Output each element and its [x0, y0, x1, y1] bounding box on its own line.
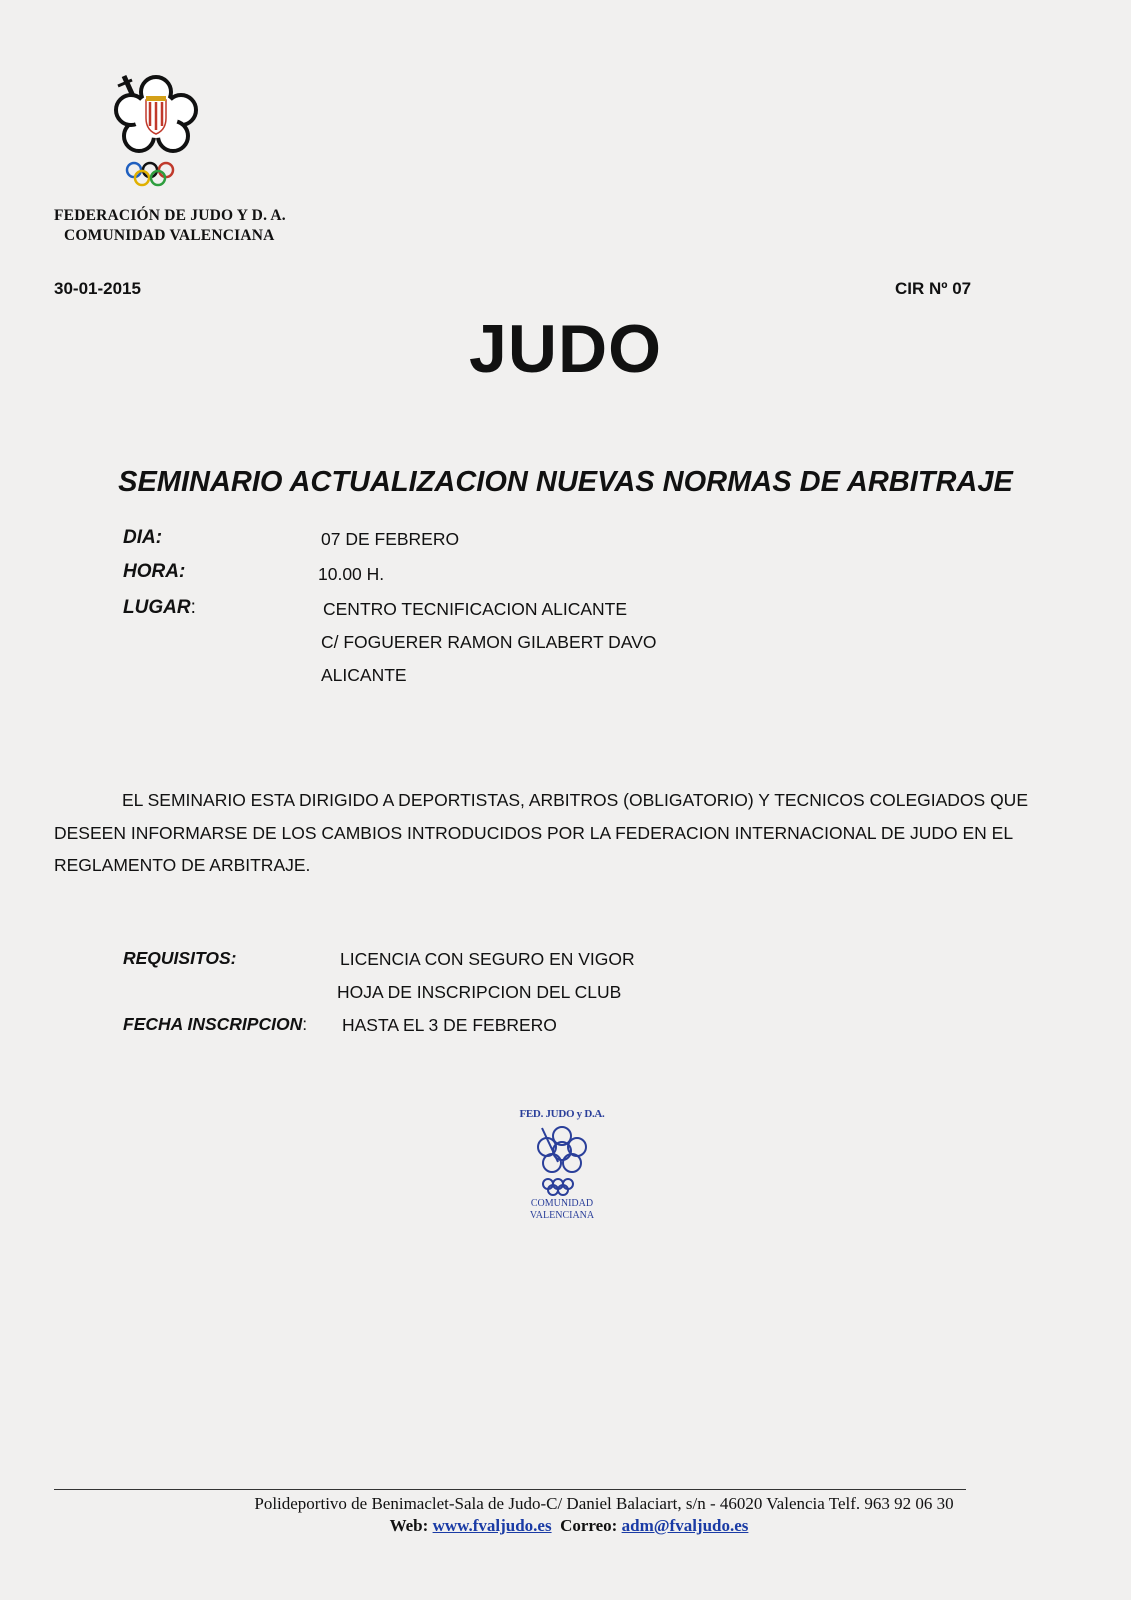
- footer-divider: [54, 1489, 966, 1490]
- circular-number: CIR Nº 07: [895, 279, 972, 298]
- stamp-emblem-icon: [532, 1122, 592, 1198]
- lugar-line-3: ALICANTE: [321, 665, 407, 685]
- hora-value: 10.00 H.: [318, 564, 385, 584]
- body-paragraph: [54, 784, 1084, 882]
- stamp-top-text: FED. JUDO y D.A.: [519, 1108, 605, 1120]
- document-date: 30-01-2015: [54, 279, 141, 298]
- lugar-label: [123, 597, 196, 619]
- mail-label: Correo:: [560, 1516, 618, 1535]
- org-line-1: FEDERACIÓN DE JUDO Y D. A.: [54, 207, 286, 224]
- requisitos-line-1: LICENCIA CON SEGURO EN VIGOR: [340, 949, 635, 969]
- footer-address: Polideportivo de Benimaclet-Sala de Judo-C/ Daniel Balaciart, s/n - 46020 Valencia Telf. 963 92 06 30: [254, 1494, 954, 1513]
- requisitos-line-2: HOJA DE INSCRIPCION DEL CLUB: [337, 982, 622, 1002]
- federation-stamp: [512, 1108, 612, 1228]
- fecha-inscripcion-value: HASTA EL 3 DE FEBRERO: [342, 1015, 557, 1035]
- hora-label: HORA:: [123, 561, 186, 582]
- stamp-bottom-line-1: COMUNIDAD: [530, 1198, 594, 1209]
- requisitos-label: REQUISITOS:: [123, 948, 237, 968]
- stamp-bottom-text: [512, 1198, 612, 1222]
- lugar-line-2: C/ FOGUERER RAMON GILABERT DAVO: [321, 632, 657, 652]
- fecha-colon: :: [302, 1014, 308, 1034]
- footer-contact: [54, 1516, 1074, 1536]
- org-line-2: COMUNIDAD VALENCIANA: [64, 227, 275, 244]
- page-title: JUDO: [469, 311, 662, 387]
- stamp-bottom-line-2: VALENCIANA: [529, 1210, 595, 1221]
- fecha-label-text: FECHA INSCRIPCION: [123, 1014, 303, 1034]
- dia-value: 07 DE FEBRERO: [321, 529, 460, 549]
- body-text: EL SEMINARIO ESTA DIRIGIDO A DEPORTISTAS, ARBITROS (OBLIGATORIO) Y TECNICOS COLEGIADOS QUE DESEEN INFORMARSE DE LOS CAMBIOS INTRODUCIDOS POR LA FEDERACION INTERNACIONAL DE JUDO EN EL REGLAMENTO DE ARBITRAJE.: [54, 790, 1028, 875]
- web-label: Web:: [389, 1516, 429, 1535]
- lugar-line-1: CENTRO TECNIFICACION ALICANTE: [323, 599, 628, 619]
- organization-name: [54, 206, 286, 246]
- dia-label: DIA:: [123, 527, 163, 548]
- fecha-inscripcion-label: [123, 1014, 307, 1035]
- lugar-colon: :: [190, 597, 196, 618]
- seminar-title: SEMINARIO ACTUALIZACION NUEVAS NORMAS DE ARBITRAJE: [118, 466, 1013, 498]
- web-link[interactable]: www.fvaljudo.es: [432, 1516, 552, 1535]
- email-link[interactable]: adm@fvaljudo.es: [621, 1516, 749, 1535]
- lugar-label-text: LUGAR: [123, 597, 191, 618]
- federation-logo-icon: [110, 72, 202, 192]
